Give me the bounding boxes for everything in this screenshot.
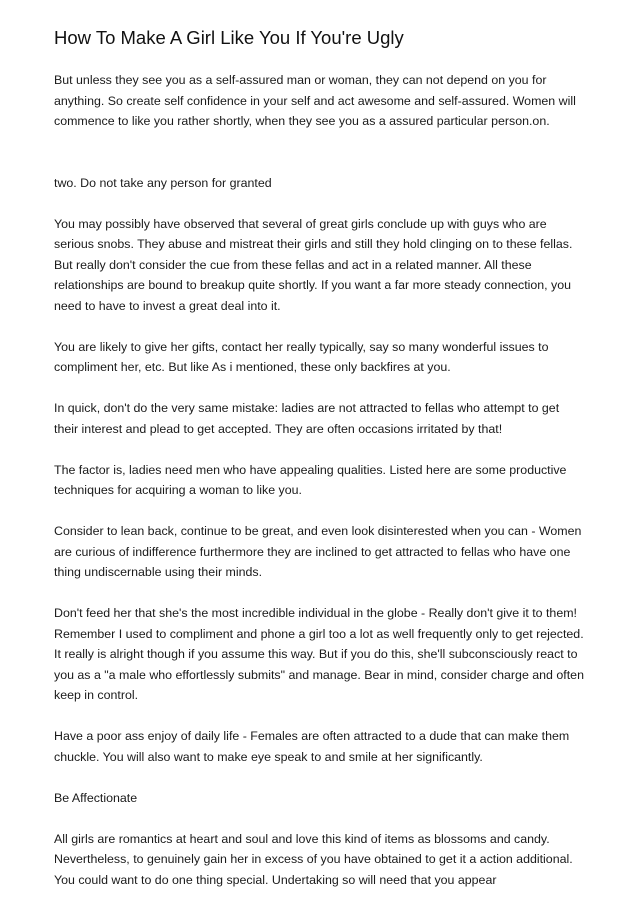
paragraph-snobs: You may possibly have observed that several of great girls conclude up with guys who are serious snobs. They abuse and mistreat their girls and still they hold clinging on to these fellas. But really don't consider the cue from these fellas and act in a related manner. All these relationships are bound to breakup quite shortly. If you want a far more steady connection, you need to have to invest a great deal into it. <box>54 216 573 313</box>
paragraph-intro: But unless they see you as a self-assured man or woman, they can not depend on you for anything. So create self confidence in your self and act awesome and self-assured. Women will commence to like you rather shortly, when they see you as a assured particular person.on. <box>54 73 576 128</box>
document-page <box>54 26 584 911</box>
section-heading-granted: two. Do not take any person for granted <box>54 175 272 190</box>
paragraph-mistake: In quick, don't do the very same mistake: ladies are not attracted to fellas who attempt to get their interest and plead to get accepted. They are often occasions irritated by that! <box>54 401 560 436</box>
paragraph-dont-feed: Don't feed her that she's the most incredible individual in the globe - Really don't give it to them! Remember I used to compliment and phone a girl too a lot as well frequently only to get rejected. It really is alright though if you assume this way. But if you do this, she'll subconsciously react to you as a "a male who effortlessly submits" and manage. Bear in mind, consider charge and often keep in control. <box>54 606 584 702</box>
section-heading-affectionate: Be Affectionate <box>54 790 138 805</box>
paragraph-gifts: You are likely to give her gifts, contact her really typically, say so many wonderful issues to compliment her, etc. But like As i mentioned, these only backfires at you. <box>54 339 549 374</box>
paragraph-enjoy-life: Have a poor ass enjoy of daily life - Females are often attracted to a dude that can make them chuckle. You will also want to make eye speak to and smile at her significantly. <box>54 729 570 764</box>
paragraph-qualities: The factor is, ladies need men who have appealing qualities. Listed here are some productive techniques for acquiring a woman to like you. <box>54 462 567 497</box>
paragraph-lean-back: Consider to lean back, continue to be great, and even look disinterested when you can - Women are curious of indifference furthermore they are inclined to get attracted to fellas who have one thing undiscernable using their minds. <box>54 524 582 579</box>
document-title: How To Make A Girl Like You If You're Ugly <box>54 27 404 48</box>
paragraph-romantics: All girls are romantics at heart and soul and love this kind of items as blossoms and candy. Nevertheless, to genuinely gain her in excess of you have obtained to get it a action additional. You could want to do one thing special. Undertaking so will need that you appear <box>54 831 573 887</box>
